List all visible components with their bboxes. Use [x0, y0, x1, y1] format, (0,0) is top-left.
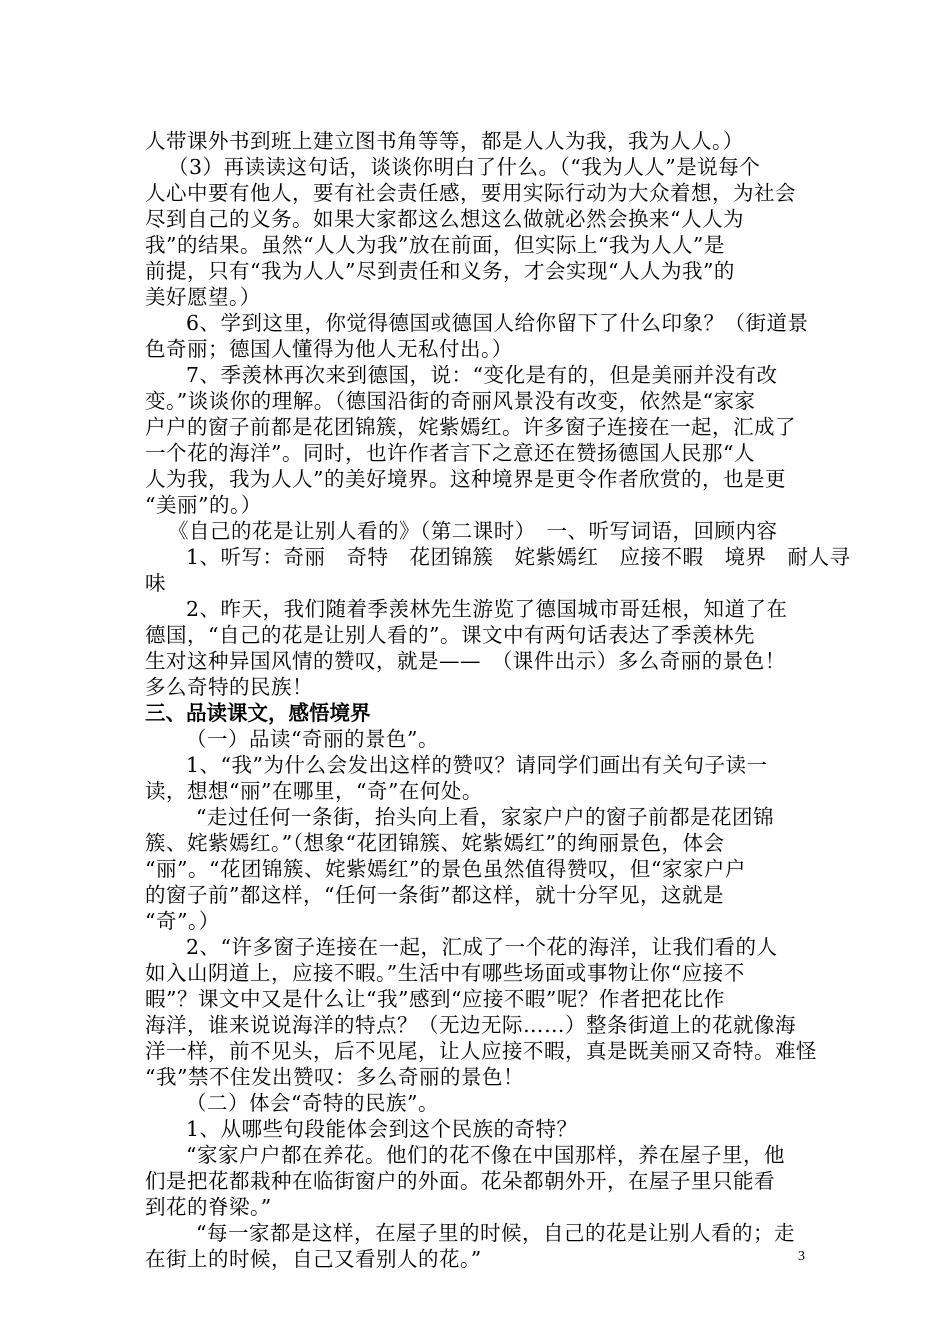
text-line: 簇、姹紫嫣红。”（想象“花团锦簇、姹紫嫣红”的绚丽景色，体会 [145, 831, 725, 855]
text-line: 一个花的海洋”。同时，也许作者言下之意还在赞扬德国人民那“人 [145, 441, 755, 465]
text-line: 我”的结果。虽然“人人为我”放在前面，但实际上“我为人人”是 [145, 233, 725, 257]
text-line: 如入山阴道上，应接不暇。”生活中有哪些场面或事物让你“应接不 [145, 961, 745, 985]
text-line: 们是把花都栽种在临街窗户的外面。花朵都朝外开，在屋子里只能看 [145, 1169, 775, 1193]
text-line: 生对这种异国风情的赞叹，就是—— （课件出示）多么奇丽的景色！ [145, 649, 786, 673]
text-line: 人为我，我为人人”的美好境界。这种境界是更令作者欣赏的，也是更 [145, 467, 786, 491]
text-line: “美丽”的。） [145, 493, 262, 517]
text-line: 到花的脊梁。” [145, 1195, 272, 1219]
text-line: 1、“我”为什么会发出这样的赞叹？请同学们画出有关句子读一 [186, 753, 768, 777]
text-line: 户户的窗子前都是花团锦簇，姹紫嫣红。许多窗子连接在一起，汇成了 [145, 415, 796, 439]
text-line: 《自己的花是让别人看的》（第二课时） 一、听写词语，回顾内容 [168, 519, 778, 543]
text-line: 前提，只有“我为人人”尽到责任和义务，才会实现“人人为我”的 [145, 259, 735, 283]
page-number: 3 [798, 1249, 805, 1264]
text-line: 7、季羡林再次来到德国，说：“变化是有的，但是美丽并没有改 [186, 363, 778, 387]
text-line: “家家户户都在养花。他们的花不像在中国那样，养在屋子里，他 [186, 1143, 785, 1167]
text-line: （二）体会“奇特的民族”。 [186, 1091, 439, 1115]
text-line: 6、学到这里，你觉得德国或德国人给你留下了什么印象？（街道景 [186, 311, 809, 335]
text-line: 2、“许多窗子连接在一起，汇成了一个花的海洋，让我们看的人 [186, 935, 778, 959]
text-line: 1、从哪些句段能体会到这个民族的奇特？ [186, 1117, 578, 1141]
text-line: 暇”？课文中又是什么让“我”感到“应接不暇”呢？作者把花比作 [145, 987, 725, 1011]
text-line: “丽”。“花团锦簇、姹紫嫣红”的景色虽然值得赞叹，但“家家户户 [145, 857, 746, 881]
text-line: （一）品读“奇丽的景色”。 [186, 727, 439, 751]
text-line: 海洋，谁来说说海洋的特点？（无边无际……）整条街道上的花就像海 [145, 1013, 796, 1037]
text-line: 人带课外书到班上建立图书角等等，都是人人为我，我为人人。） [145, 129, 744, 153]
text-line: “奇”。） [145, 909, 220, 933]
text-line: 人心中要有他人，要有社会责任感，要用实际行动为大众着想，为社会 [145, 181, 796, 205]
text-line: 读，想想“丽”在哪里，“奇”在何处。 [145, 779, 483, 803]
text-line: 尽到自己的义务。如果大家都这么想这么做就必然会换来“人人为 [145, 207, 744, 231]
text-line: 美好愿望。） [145, 285, 261, 309]
text-line: 的窗子前”都这样，“任何一条街”都这样，就十分罕见，这就是 [145, 883, 724, 907]
text-line: “走过任何一条街，抬头向上看，家家户户的窗子前都是花团锦 [196, 805, 774, 829]
text-line: “我”禁不住发出赞叹：多么奇丽的景色！ [145, 1065, 524, 1089]
text-line: （3）再读读这句话，谈谈你明白了什么。（“我为人人”是说每个 [168, 155, 761, 179]
text-line: 多么奇特的民族！ [145, 675, 313, 699]
text-line: 2、昨天，我们随着季羡林先生游览了德国城市哥廷根，知道了在 [186, 597, 788, 621]
text-line: “每一家都是这样，在屋子里的时候，自己的花是让别人看的；走 [196, 1221, 795, 1245]
text-line: 德国，“自己的花是让别人看的”。课文中有两句话表达了季羡林先 [145, 623, 755, 647]
text-line: 洋一样，前不见头，后不见尾，让人应接不暇，真是既美丽又奇特。难怪 [145, 1039, 817, 1063]
text-line: 在街上的时候，自己又看别人的花。” [145, 1247, 482, 1271]
text-line: 味 [145, 571, 166, 595]
section-heading: 三、品读课文，感悟境界 [145, 701, 371, 725]
text-line: 1、听写：奇丽 奇特 花团锦簇 姹紫嫣红 应接不暇 境界 耐人寻 [186, 545, 851, 569]
text-line: 变。”谈谈你的理解。（德国沿街的奇丽风景没有改变，依然是“家家 [145, 389, 756, 413]
text-line: 色奇丽；德国人懂得为他人无私付出。） [145, 337, 513, 361]
